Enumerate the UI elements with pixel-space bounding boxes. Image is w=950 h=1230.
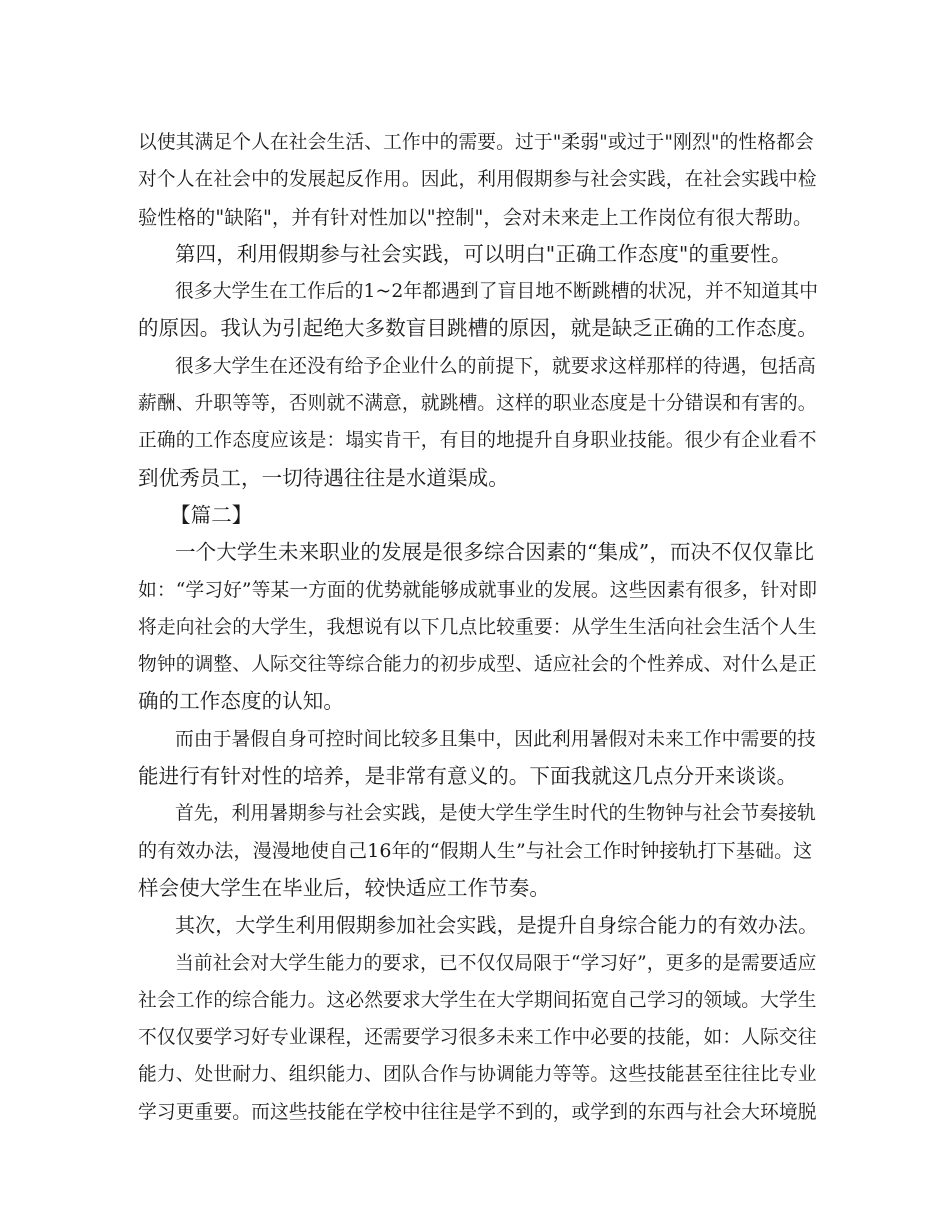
text-line: 确的工作态度的认知。: [138, 689, 344, 714]
paragraph-first-line: 很多大学生在工作后的1~2年都遇到了盲目地不断跳槽的状况，并不知道其中: [175, 281, 819, 303]
paragraph-first-line: 第四，利用假期参与社会实践，可以明白"正确工作态度"的重要性。: [175, 241, 792, 266]
paragraph-first-line: 首先，利用暑期参与社会实践，是使大学生学生时代的生物钟与社会节奏接轨: [175, 803, 816, 825]
text-line: 的原因。我认为引起绝大多数盲目跳槽的原因，就是缺乏正确的工作态度。: [138, 316, 818, 341]
paragraph-first-line: 一个大学生未来职业的发展是很多综合因素的“集成”，而决不仅仅靠比: [175, 540, 815, 565]
text-line: 学习更重要。而这些技能在学校中往往是学不到的，或学到的东西与社会大环境脱: [138, 1101, 817, 1123]
text-line: 以使其满足个人在社会生活、工作中的需要。过于"柔弱"或过于"刚烈"的性格都会: [138, 132, 814, 153]
section-heading: 【篇二】: [170, 502, 253, 527]
text-line: 到优秀员工，一切待遇往往是水道渠成。: [138, 465, 509, 490]
text-line: 对个人在社会中的发展起反作用。因此，利用假期参与社会实践，在社会实践中检: [138, 169, 817, 191]
paragraph-first-line: 当前社会对大学生能力的要求，已不仅仅局限于“学习好”，更多的是需要适应: [175, 952, 817, 974]
paragraph-first-line: 而由于暑假自身可控时间比较多且集中，因此利用暑假对未来工作中需要的技: [175, 728, 816, 750]
text-line: 验性格的"缺陷"，并有针对性加以"控制"，会对未来走上工作岗位有很大帮助。: [138, 205, 813, 229]
text-line: 薪酬、升职等等，否则就不满意，就跳槽。这样的职业态度是十分错误和有害的。: [138, 393, 817, 415]
text-line: 物钟的调整、人际交往等综合能力的初步成型、适应社会的个性养成、对什么是正: [138, 654, 817, 676]
text-line: 社会工作的综合能力。这必然要求大学生在大学期间拓宽自己学习的领域。大学生: [138, 989, 817, 1011]
text-line: 的有效办法，漫漫地使自己16年的“假期人生”与社会工作时钟接轨打下基础。这: [138, 839, 813, 862]
text-line: 样会使大学生在毕业后，较快适应工作节奏。: [138, 875, 550, 900]
paragraph-first-line: 很多大学生在还没有给予企业什么的前提下，就要求这样那样的待遇，包括高: [175, 355, 816, 377]
text-line: 不仅仅要学习好专业课程，还需要学习很多未来工作中必要的技能，如：人际交往: [138, 1027, 817, 1049]
text-line: 将走向社会的大学生，我想说有以下几点比较重要：从学生生活向社会生活个人生: [138, 616, 817, 638]
text-line: 能进行有针对性的培养，是非常有意义的。下面我就这几点分开来谈谈。: [138, 764, 798, 789]
document-body: [138, 124, 818, 1131]
text-line: 如：“学习好”等某一方面的优势就能够成就事业的发展。这些因素有很多，针对即: [138, 579, 818, 601]
text-line: 能力、处世耐力、组织能力、团队合作与协调能力等等。这些技能甚至往往比专业: [138, 1064, 817, 1086]
text-line: 正确的工作态度应该是：塌实肯干，有目的地提升自身职业技能。很少有企业看不: [138, 430, 817, 452]
paragraph-first-line: 其次，大学生利用假期参加社会实践，是提升自身综合能力的有效办法。: [175, 913, 819, 938]
